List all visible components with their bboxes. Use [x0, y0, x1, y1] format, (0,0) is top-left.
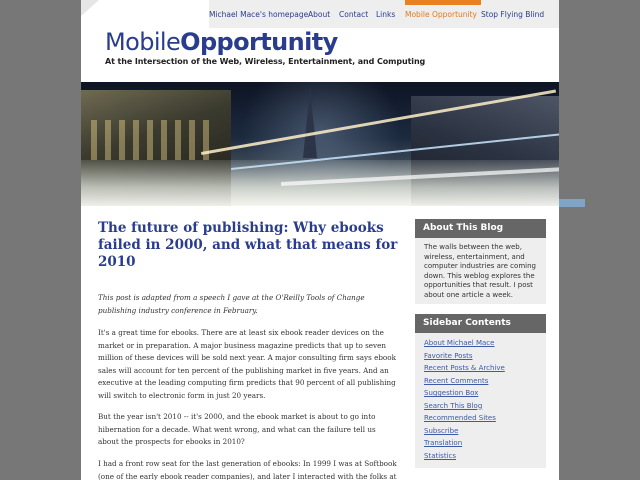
- sidebar-about-heading: About This Blog: [415, 219, 546, 238]
- site-tagline: At the Intersection of the Web, Wireless, Entertainment, and Computing: [105, 57, 426, 66]
- header-photo-edge: [559, 199, 585, 207]
- sidebar-contents-box: [415, 333, 546, 468]
- sidebar-about-box: [415, 238, 546, 304]
- logo-bold-text: Opportunity: [180, 28, 338, 56]
- nav-item-homepage[interactable]: Michael Mace's homepage: [209, 10, 309, 19]
- sidebar-link-favorite-posts[interactable]: Favorite Posts: [424, 351, 473, 360]
- logo-light-text: Mobile: [105, 28, 181, 56]
- sidebar-contents-list: [424, 337, 505, 462]
- sidebar-link-subscribe[interactable]: Subscribe: [424, 426, 459, 435]
- nav-item-contact[interactable]: Contact: [339, 10, 369, 19]
- header-city-photo: [81, 82, 559, 206]
- sidebar-link-search[interactable]: Search This Blog: [424, 401, 483, 410]
- header-corner: [81, 0, 99, 16]
- nav-item-mobile-opportunity[interactable]: Mobile Opportunity: [405, 10, 477, 19]
- sidebar-link-recent-comments[interactable]: Recent Comments: [424, 376, 489, 385]
- sidebar-link-suggestion-box[interactable]: Suggestion Box: [424, 389, 479, 397]
- post-paragraph: It's a great time for ebooks. There are at least six ebook reader devices on the market or in preparation. A major business magazine predicts that up to seven million of these devices will be sold next year. A major consulting firm says ebook sales will account for ten percent of the publishing market in five years. And an executive at the leading computing firm predicts that 90 percent of all publishing will switch to electronic form in just 20 years.: [98, 328, 396, 400]
- nav-active-indicator: [405, 0, 481, 5]
- sidebar-about-text: The walls between the web, wireless, entertainment, and computer industries are coming down. This weblog explores the opportunities that result. I post about one article a week.: [424, 243, 536, 299]
- nav-item-about[interactable]: About: [308, 10, 331, 19]
- site-logo[interactable]: [105, 28, 338, 56]
- sidebar-link-recommended-sites[interactable]: Recommended Sites: [424, 414, 496, 422]
- nav-item-stop-flying-blind[interactable]: Stop Flying Blind: [481, 10, 545, 19]
- post-paragraph: But the year isn't 2010 -- it's 2000, and the ebook market is about to go into hibernation for a decade. What went wrong, and what can the failure tell us about the prospects for ebooks in 2010?: [98, 412, 376, 446]
- sidebar-link-about-michael-mace[interactable]: About Michael Mace: [424, 339, 495, 347]
- sidebar-contents-heading: Sidebar Contents: [415, 314, 546, 333]
- top-nav: [209, 0, 559, 28]
- sidebar-link-statistics[interactable]: Statistics: [424, 451, 456, 460]
- sidebar-link-recent-posts[interactable]: Recent Posts & Archive: [424, 364, 505, 372]
- nav-item-links[interactable]: Links: [376, 10, 396, 19]
- post-paragraph: I had a front row seat for the last generation of ebooks: In 1999 I was at Softbook (one of the early ebook reader companies), and later I interacted with the folks at: [98, 459, 397, 480]
- page: [81, 0, 559, 480]
- post-intro: This post is adapted from a speech I gave at the O'Reilly Tools of Change publishing industry conference in February.: [98, 293, 365, 315]
- post-title[interactable]: The future of publishing: Why ebooks failed in 2000, and what that means for 2010: [98, 220, 398, 270]
- sidebar-link-translation[interactable]: Translation: [424, 439, 463, 447]
